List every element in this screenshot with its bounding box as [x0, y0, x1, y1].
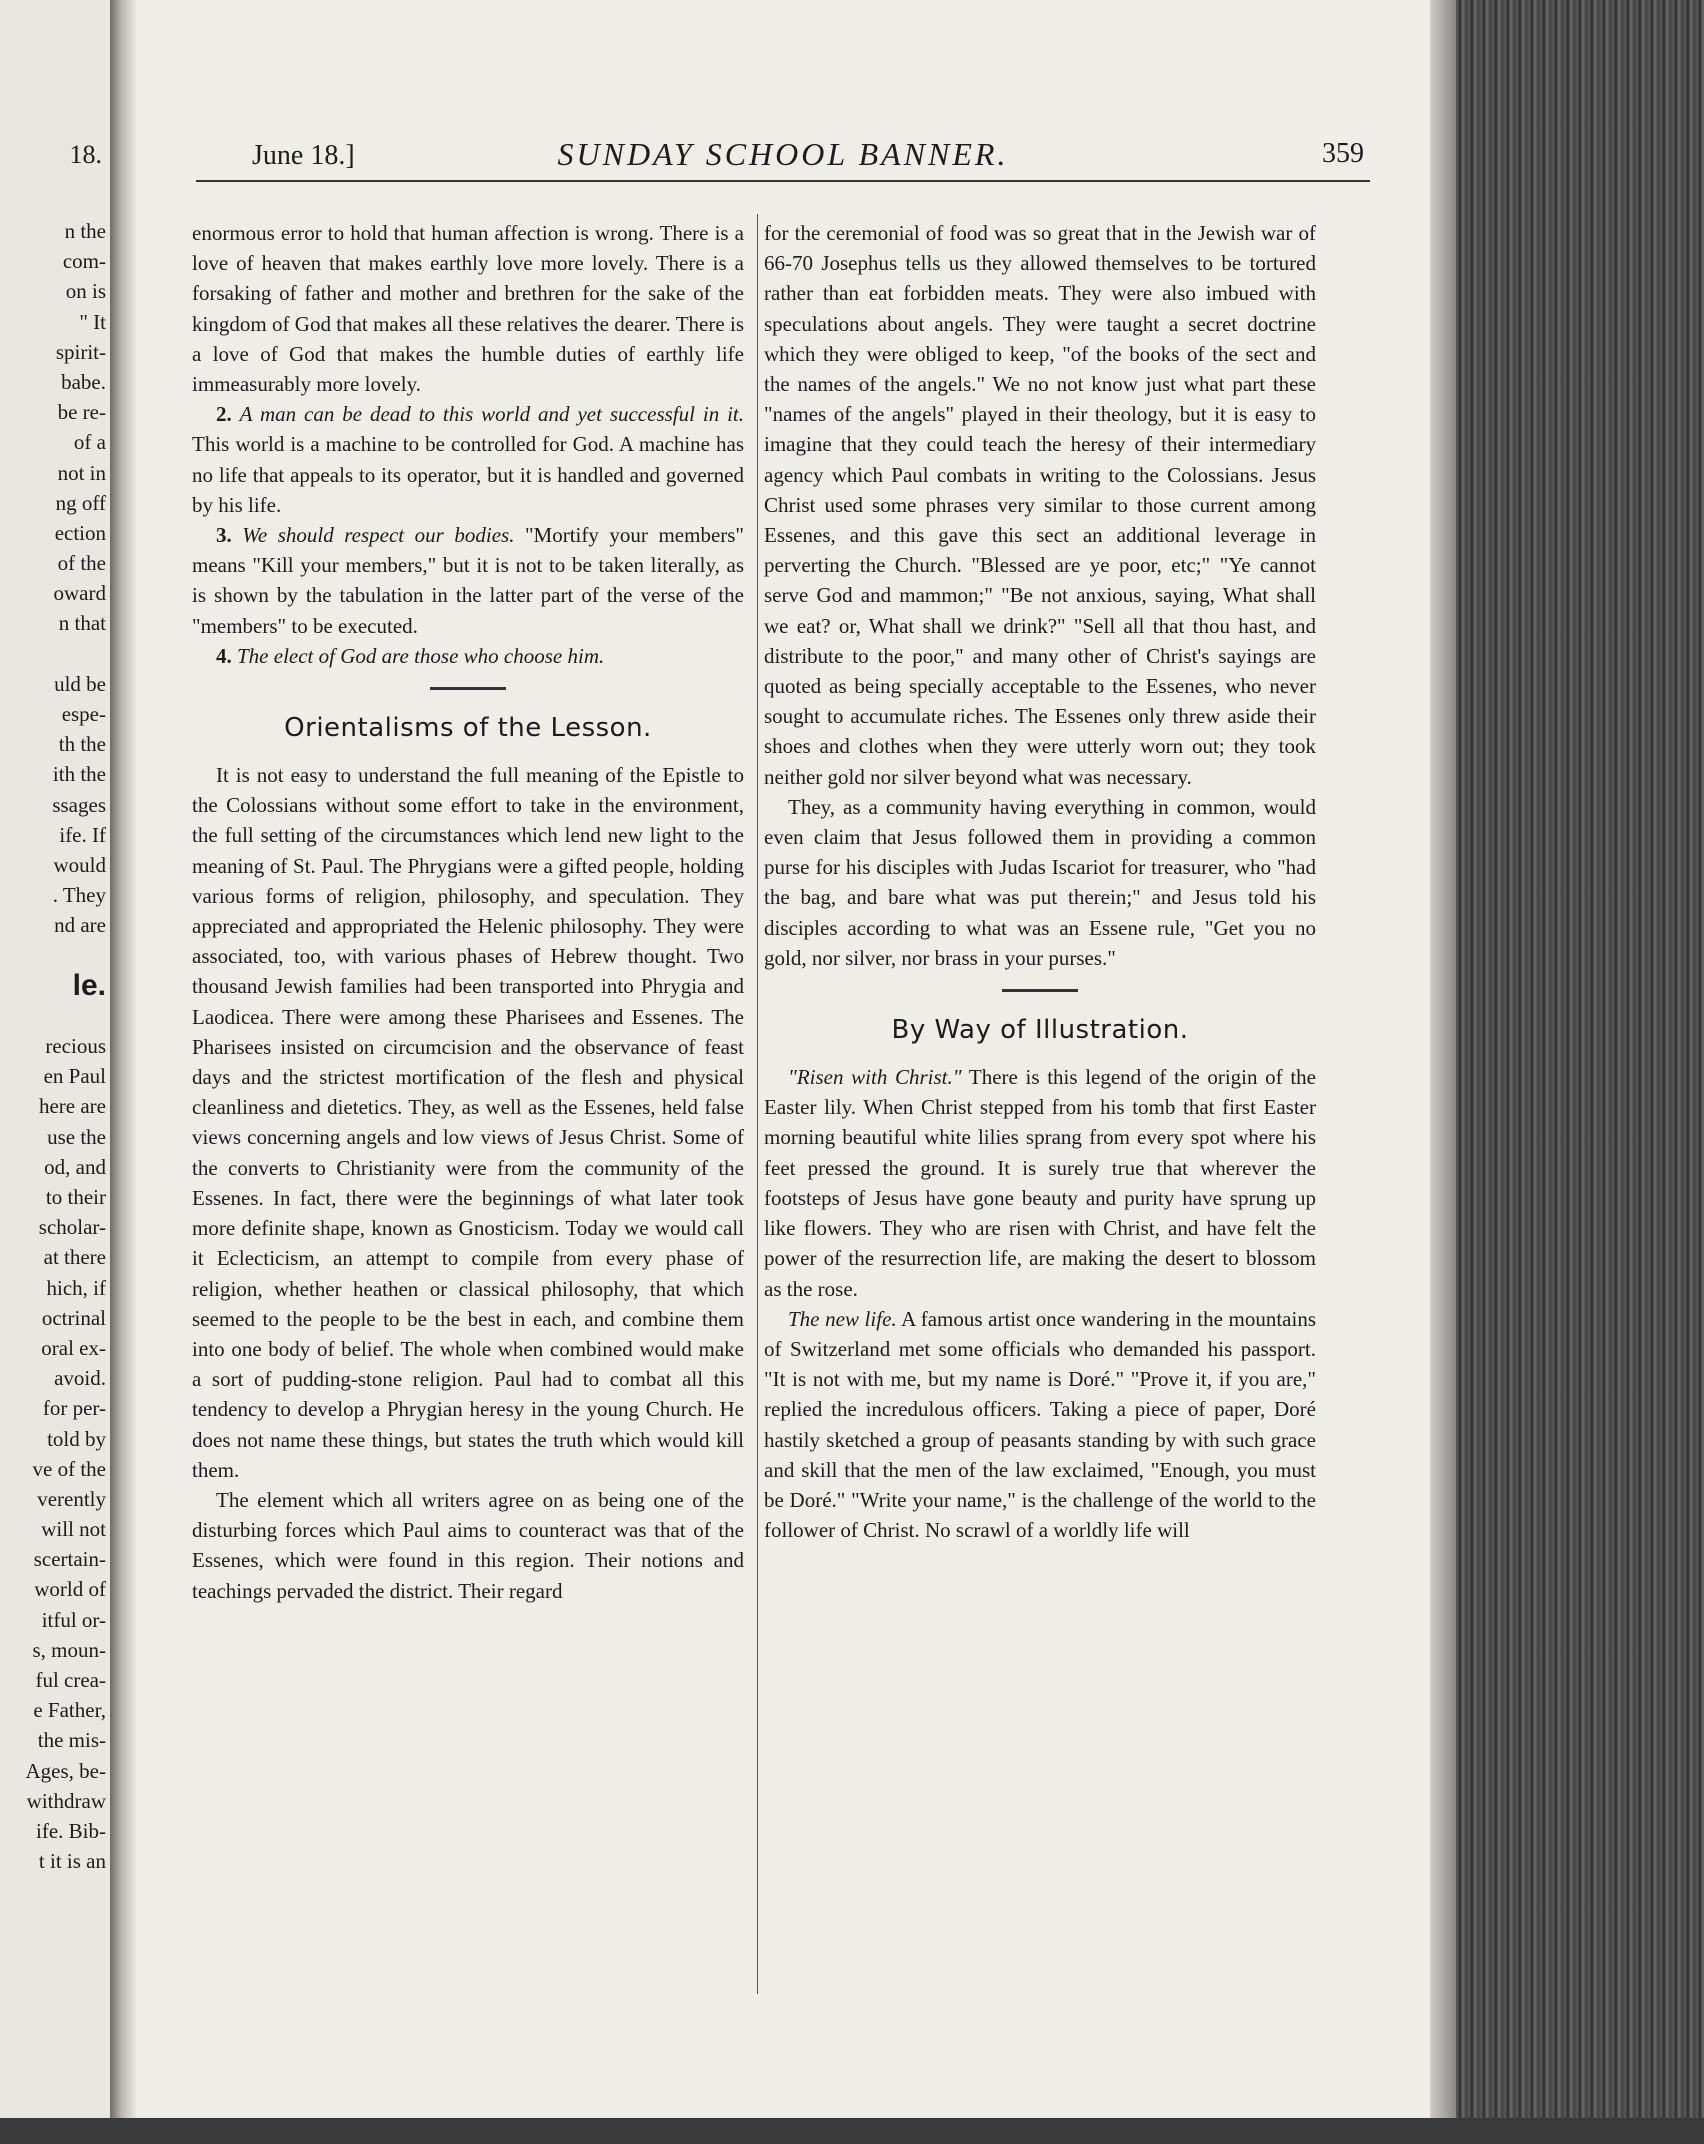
section-divider — [430, 687, 506, 690]
previous-page-line: n that — [58, 611, 106, 636]
previous-page-line: s, moun- — [32, 1637, 106, 1662]
point-number: 4. — [216, 643, 232, 668]
previous-page-line: ng off — [55, 490, 106, 515]
previous-page-header: 18. — [69, 140, 102, 169]
previous-page-line: espe- — [61, 702, 106, 726]
previous-page-line: spirit- — [55, 339, 106, 364]
previous-page-line: ful crea- — [35, 1668, 106, 1692]
previous-page-line: hich, if — [46, 1275, 106, 1300]
point-title: A man can be dead to this world and yet successful in it. — [239, 402, 745, 427]
previous-page-line: nd are — [54, 913, 106, 938]
point-4 — [192, 641, 744, 671]
page — [136, 0, 1430, 2144]
previous-page-line: here are — [38, 1094, 106, 1119]
previous-page-line: oward — [53, 581, 106, 606]
point-number: 2. — [216, 402, 232, 427]
previous-page-line: ection — [54, 520, 106, 545]
point-title: The elect of God are those who choose him. — [237, 643, 605, 668]
previous-page-line: oral ex- — [41, 1335, 106, 1360]
running-head — [196, 136, 1370, 182]
previous-page-line: the mis- — [37, 1728, 106, 1753]
paragraph: It is not easy to understand the full meaning of the Epistle to the Colossians without some effort to take in the environment, the full setting of the circumstances which lend new light to the meaning of St. Paul. The Phrygians were a gifted people, holding various forms of religion, philosophy, and speculation. They appreciated and appropriated the Helenic philosophy. They were associated, too, with various phases of Hebrew thought. Two thousand Jewish families had been transported into Phrygia and Laodicea. There were among these Pharisees and Essenes. The Pharisees insisted on circumcision and the observance of feast days and the strictest mortification of the flesh and physical cleanliness and dietetics. They, as well as the Essenes, held false views concerning angels and low views of Jesus Christ. Some of the converts to Christianity were from the community of the Essenes. In fact, there were the beginnings of what later took more definite shape, known as Gnosticism. Today we would call it Eclecticism, an attempt to compile from every phase of religion, whether heathen or classical philosophy, that which seemed to the people to be the best in each, and combine them into one body of belief. The whole when combined would make a sort of pudding-stone religion. Paul had to combat all this tendency to develop a Phrygian heresy in the young Church. He does not name these things, but states the truth which would kill them. — [192, 763, 744, 1482]
header-date: June 18.] — [252, 140, 355, 171]
previous-page-line: withdraw — [26, 1788, 106, 1813]
point-3 — [192, 520, 744, 641]
previous-page-line: com- — [62, 249, 106, 274]
previous-page-line: ve of the — [32, 1456, 106, 1481]
previous-page-line: . They — [52, 883, 106, 908]
paragraph — [764, 1304, 1316, 1546]
previous-page-line: verently — [37, 1486, 106, 1511]
column-rule — [757, 214, 758, 1994]
point-text: This world is a machine to be controlled for God. A machine has no life that appeals to its operator, but it is handled and governed by his life. — [192, 432, 744, 517]
previous-page-text — [0, 216, 106, 1876]
previous-page-line: th the — [58, 732, 106, 757]
paragraph-text: A famous artist once wandering in the mountains of Switzerland met some officials who demanded his passport. "It is not with me, but my name is Doré." "Prove it, if you are," replied the incredulous officers. Taking a piece of paper, Doré hastily sketched a group of peasants standing by with such grace and skill that the men of the law exclaimed, "Enough, you must be Doré." "Write your name," is the challenge of the world to the follower of Christ. No scrawl of a worldly life will — [764, 1306, 1316, 1543]
previous-page-line: ife. If — [59, 822, 106, 847]
previous-page-line: ife. Bib- — [36, 1818, 106, 1843]
previous-page-line: to their — [45, 1185, 106, 1209]
scan-bottom-edge — [0, 2118, 1704, 2144]
paragraph: enormous error to hold that human affection is wrong. There is a love of heaven that makes earthly love more lovely. There is a forsaking of father and mother and brethren for the sake of the kingdom of God that makes all these relatives the dearer. There is a love of God that makes the humble duties of earthly life immeasurably more lovely. — [192, 221, 744, 397]
previous-page-line: uld be — [54, 671, 106, 696]
previous-page-line: scertain- — [33, 1547, 106, 1572]
point-number: 3. — [216, 523, 232, 548]
previous-page-line — [0, 941, 106, 971]
paragraph: for the ceremonial of food was so great that in the Jewish war of 66-70 Josephus tells us they allowed themselves to be tortured rather than eat forbidden meats. They were also imbued with speculations about angels. They were taught a secret doctrine which they were obliged to keep, "of the books of the sect and the names of the angels." We no not know just what part these "names of the angels" played in their theology, but it is easy to imagine that they could teach the heresy of their intermediary agency which Paul combats in writing to the Colossians. Jesus Christ used some phrases very similar to those current among Essenes, and this gave this sect an additional leverage in perverting the Church. "Blessed are ye poor, etc;" "Ye cannot serve God and mammon;" "Be not anxious, saying, What shall we eat? or, What shall we drink?" "Sell all that thou hast, and distribute to the poor," and many other of Christ's sayings are quoted as being specially acceptable to the Essenes, who never sought to accumulate riches. The Essenes only threw aside their shoes and clothes when they were utterly worn out; they took neither gold nor silver beyond what was necessary. — [764, 221, 1316, 789]
previous-page-line: babe. — [61, 369, 106, 394]
previous-page-line: Ages, be- — [25, 1758, 106, 1783]
previous-page-line: octrinal — [41, 1305, 106, 1330]
previous-page-line: be re- — [57, 400, 106, 425]
point-title: We should respect our bodies. — [242, 523, 515, 548]
section-divider — [1002, 989, 1078, 992]
point-text: "Mortify your members" means "Kill your members," but it is not to be taken literally, as is shown by the tabulation in the latter part of the verse of the "members" to be executed. — [192, 523, 744, 638]
paragraph: They, as a community having everything in common, would even claim that Jesus followed them in providing a common purse for his disciples with Judas Iscariot for treasurer, who "had the bag, and bare what was put therein;" and Jesus told his disciples according to what was an Essene rule, "Get you no gold, nor silver, nor brass in your purses." — [764, 794, 1316, 970]
paragraph — [764, 1062, 1316, 1304]
previous-page-line: use the — [47, 1124, 106, 1149]
previous-page-strip — [0, 0, 112, 2144]
previous-page-line: would — [53, 852, 106, 877]
paragraph-lead: The new life. — [788, 1306, 897, 1331]
previous-page-line: recious — [45, 1034, 106, 1059]
previous-page-line: world of — [34, 1577, 106, 1602]
page-number: 359 — [1322, 138, 1364, 169]
right-column — [764, 218, 1316, 1545]
paragraph-lead: "Risen with Christ." — [788, 1065, 962, 1090]
point-2 — [192, 399, 744, 520]
previous-page-line: avoid. — [54, 1366, 106, 1391]
previous-page-line: itful or- — [41, 1607, 106, 1632]
previous-page-line: for per- — [42, 1396, 106, 1421]
previous-page-line: t it is an — [38, 1849, 106, 1874]
section-heading: By Way of Illustration. — [891, 1015, 1189, 1046]
previous-page-line: e Father, — [33, 1698, 106, 1723]
book-page-edges — [1430, 0, 1704, 2144]
previous-page-line: at there — [43, 1245, 106, 1270]
previous-page-line: ssages — [52, 792, 106, 817]
previous-page-line: not in — [57, 460, 106, 485]
left-column — [192, 218, 744, 1606]
previous-page-line: en Paul — [43, 1064, 106, 1089]
previous-page-line: ith the — [52, 762, 106, 787]
previous-page-line: on is — [65, 279, 106, 304]
previous-page-line: " It — [79, 309, 106, 334]
section-heading: Orientalisms of the Lesson. — [284, 713, 652, 744]
paragraph: The element which all writers agree on as being one of the disturbing forces which Paul aims to counteract was that of the Essenes, which were found in this region. Their notions and teachings pervaded the district. Their regard — [192, 1487, 744, 1603]
previous-page-line — [0, 1001, 106, 1031]
previous-page-line: will not — [41, 1517, 106, 1542]
header-title: SUNDAY SCHOOL BANNER. — [557, 136, 1009, 172]
previous-page-line: told by — [47, 1426, 106, 1451]
previous-page-line: of the — [57, 551, 106, 576]
book-gutter — [110, 0, 136, 2144]
previous-page-line: n the — [64, 219, 106, 243]
previous-page-line: of a — [73, 430, 106, 455]
paragraph-text: There is this legend of the origin of the Easter lily. When Christ stepped from his tomb that first Easter morning beautiful white lilies sprang from every spot where his feet pressed the ground. It is surely true that wherever the footsteps of Jesus have gone beauty and purity have sprung up like flowers. They who are risen with Christ, and have felt the power of the resurrection life, are making the desert to blossom as the rose. — [764, 1065, 1316, 1301]
previous-page-line: scholar- — [38, 1215, 106, 1240]
previous-page-line: le. — [72, 968, 106, 1002]
previous-page-line — [0, 639, 106, 669]
previous-page-line: od, and — [44, 1154, 106, 1179]
